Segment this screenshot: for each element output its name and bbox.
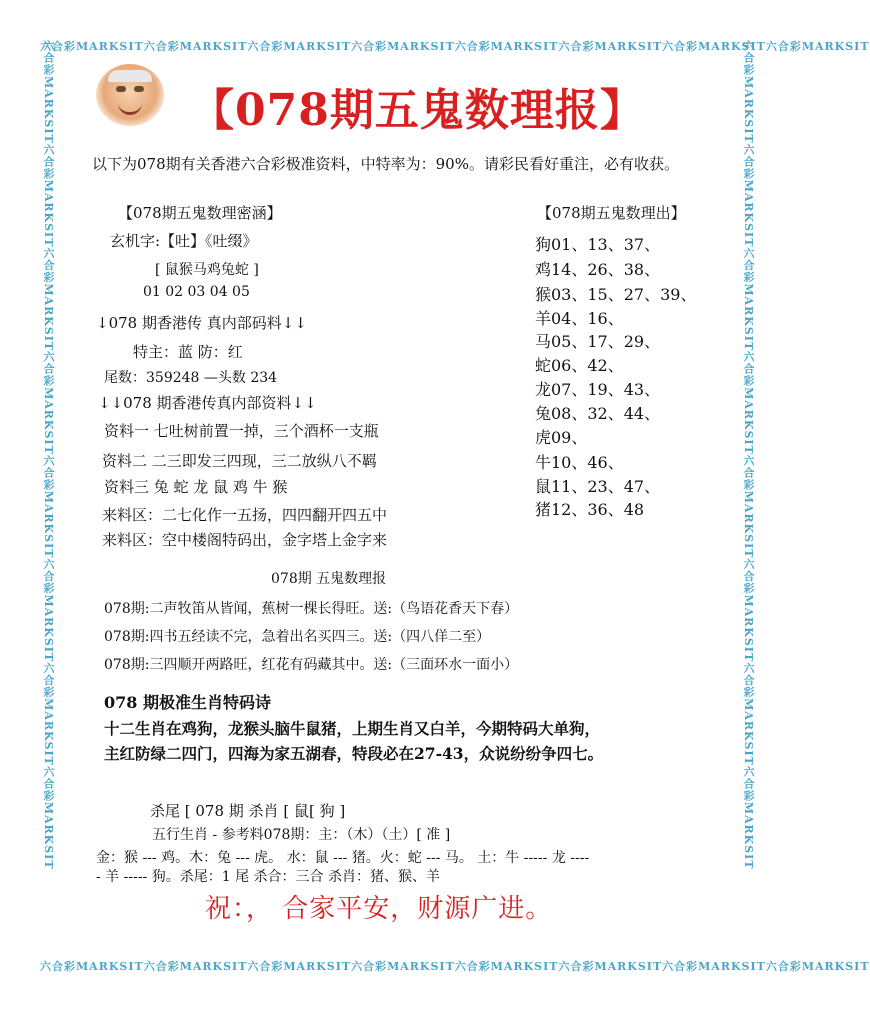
report-line: 078期:三四顺开两路旺，红花有码藏其中。送:（三面环水一面小） bbox=[104, 657, 519, 673]
zodiac-row: 鼠11、23、47、 bbox=[535, 477, 661, 496]
jin-line: 金：猴 --- 鸡。木：兔 --- 虎。 水：鼠 --- 猪。火：蛇 --- 马。 土：牛 ----- 龙 ---- bbox=[96, 850, 590, 866]
report-line: 078期:四书五经读不完，急着出名买四三。送:（四八佯二至） bbox=[104, 629, 491, 645]
ziliao-2: 资料二 二三即发三四现，三二放纵八不羁 bbox=[102, 452, 377, 470]
left-border-watermark: 六合彩MARKSIT六合彩MARKSIT六合彩MARKSIT六合彩MARKSIT六合彩MARKSIT六合彩MARKSIT六合彩MARKSIT六合彩MARKSIT bbox=[42, 40, 55, 870]
top-border-watermark: 六合彩MARKSIT六合彩MARKSIT六合彩MARKSIT六合彩MARKSIT六合彩MARKSIT六合彩MARKSIT六合彩MARKSIT六合彩MARKSIT bbox=[40, 40, 870, 53]
zodiac-row: 牛10、46、 bbox=[535, 453, 624, 472]
tezhu-text: 特主：蓝 防：红 bbox=[133, 343, 243, 361]
zodiac-row: 狗01、13、37、 bbox=[535, 235, 661, 254]
wuxing-text: 五行生肖 - 参考料078期：主：（木）（土）[ 准 ] bbox=[152, 827, 451, 843]
animals-bracket: [ 鼠猴马鸡兔蛇 ] bbox=[155, 262, 259, 278]
zodiac-row: 龙07、19、43、 bbox=[535, 380, 661, 399]
wish-text: 祝：， 合家平安，财源广进。 bbox=[205, 894, 553, 924]
ziliao-1: 资料一 七吐树前置一掉，三个酒杯一支瓶 bbox=[104, 422, 379, 440]
lailiao-2: 来料区：空中楼阁特码出，金字塔上金字来 bbox=[102, 531, 388, 549]
zodiac-row: 猴03、15、27、39、 bbox=[535, 285, 697, 304]
bottom-border-watermark: 六合彩MARKSIT六合彩MARKSIT六合彩MARKSIT六合彩MARKSIT六合彩MARKSIT六合彩MARKSIT六合彩MARKSIT六合彩MARKSIT bbox=[40, 960, 870, 973]
secret-heading: 【078期五鬼数理密涵】 bbox=[118, 204, 282, 222]
zodiac-row: 鸡14、26、38、 bbox=[535, 260, 661, 279]
fax-heading: ↓↓078 期香港传真内部资料↓↓ bbox=[98, 394, 317, 412]
numbers-heading: 【078期五鬼数理出】 bbox=[537, 204, 686, 222]
numbers-row: 01 02 03 04 05 bbox=[143, 284, 250, 300]
lailiao-1: 来料区：二七化作一五扬，四四翻开四五中 bbox=[102, 506, 388, 524]
zodiac-row: 羊04、16、 bbox=[535, 309, 624, 328]
intro-text: 以下为078期有关香港六合彩极准资料，中特率为：90%。请彩民看好重注，必有收获。 bbox=[92, 155, 679, 173]
weishu-text: 尾数：359248 —头数 234 bbox=[104, 370, 278, 386]
ziliao-3: 资料三 兔 蛇 龙 鼠 鸡 牛 猴 bbox=[104, 478, 288, 496]
poem-title: 078 期极准生肖特码诗 bbox=[104, 693, 271, 712]
right-border-watermark: 六合彩MARKSIT六合彩MARKSIT六合彩MARKSIT六合彩MARKSIT六合彩MARKSIT六合彩MARKSIT六合彩MARKSIT六合彩MARKSIT bbox=[742, 40, 755, 870]
xuanji-text: 玄机字:【吐】《吐缀》 bbox=[110, 232, 258, 250]
poem-line-2: 主红防绿二四门，四海为家五湖春，特段必在27-43，众说纷纷争四七。 bbox=[104, 744, 604, 763]
yang-line: - 羊 ----- 狗。杀尾：1 尾 杀合：三合 杀肖：猪、猴、羊 bbox=[96, 869, 440, 885]
avatar bbox=[96, 64, 164, 126]
zodiac-row: 猪12、36、48 bbox=[535, 500, 645, 519]
zodiac-row: 虎09、 bbox=[535, 428, 588, 447]
poem-line-1: 十二生肖在鸡狗，龙猴头脑牛鼠猪，上期生肖又白羊，今期特码大单狗， bbox=[104, 719, 601, 738]
report-title: 078期 五鬼数理报 bbox=[271, 571, 387, 587]
shawei-text: 杀尾 [ 078 期 杀肖 [ 鼠[ 狗 ] bbox=[150, 802, 346, 820]
page-title: 【078期五鬼数理报】 bbox=[190, 85, 645, 136]
zodiac-row: 蛇06、42、 bbox=[535, 356, 624, 375]
zodiac-row: 马05、17、29、 bbox=[535, 332, 661, 351]
code-heading: ↓078 期香港传 真内部码料↓↓ bbox=[96, 314, 307, 332]
report-line: 078期:二声牧笛从皆闻，蕉树一棵长得旺。送:（鸟语花香天下春） bbox=[104, 601, 519, 617]
zodiac-row: 兔08、32、44、 bbox=[535, 404, 661, 423]
